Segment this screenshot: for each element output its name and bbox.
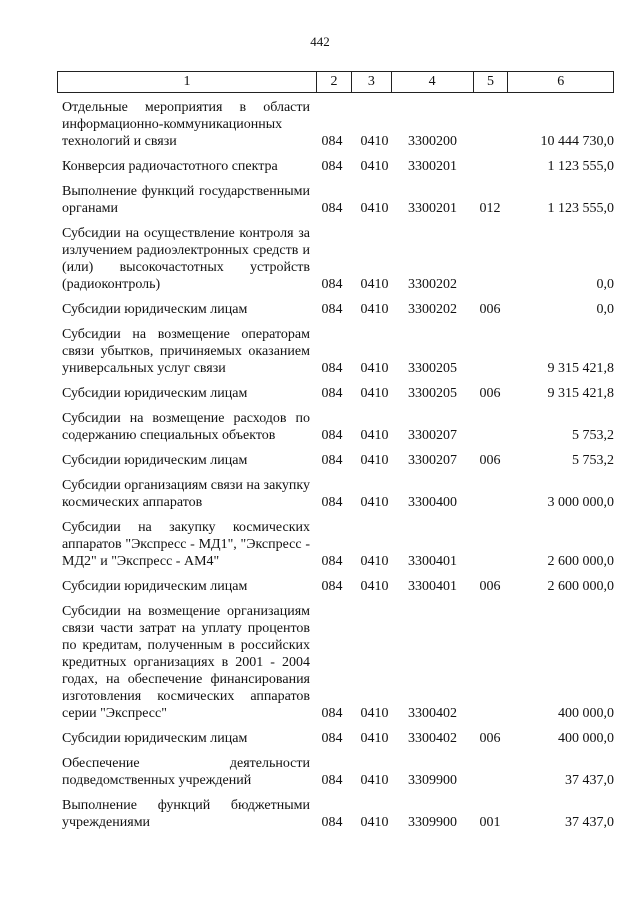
row-name: Конверсия радиочастотного спектра [62,159,278,174]
row-chapter: 084 [321,134,343,149]
table-row [62,477,614,511]
row-name: Субсидии юридическим лицам [62,302,248,317]
row-amount: 10 444 730,0 [540,134,614,149]
table-row [62,410,614,444]
row-section: 0410 [360,706,389,721]
table-row [62,797,614,831]
row-target-code: 3300401 [408,579,457,594]
table-header [57,71,614,93]
row-expense-type: 006 [479,579,501,594]
row-chapter: 084 [321,706,343,721]
row-name: Субсидии на возмещение расходов по содержанию специальных объектов [62,411,310,443]
row-name: Отдельные мероприятия в области информационно-коммуникационных технологий и связи [62,100,310,149]
row-chapter: 084 [321,554,343,569]
row-chapter: 084 [321,159,343,174]
row-target-code: 3309900 [408,773,457,788]
row-target-code: 3300202 [408,302,457,317]
row-section: 0410 [360,579,389,594]
row-target-code: 3300201 [408,201,457,216]
row-section: 0410 [360,428,389,443]
row-section: 0410 [360,277,389,292]
row-name: Выполнение функций бюджетными учреждениями [62,798,310,830]
row-target-code: 3300201 [408,159,457,174]
row-amount: 2 600 000,0 [547,579,614,594]
row-amount: 1 123 555,0 [547,201,614,216]
table-body [62,99,614,839]
row-chapter: 084 [321,386,343,401]
row-amount: 3 000 000,0 [547,495,614,510]
table-row [62,158,614,175]
table-row [62,99,614,150]
row-chapter: 084 [321,815,343,830]
row-section: 0410 [360,495,389,510]
row-expense-type: 001 [479,815,501,830]
table-row [62,603,614,722]
header-col-6: 6 [557,74,565,89]
row-section: 0410 [360,302,389,317]
row-section: 0410 [360,201,389,216]
header-col-5: 5 [474,72,509,92]
header-col-1: 1 [58,72,317,92]
row-amount: 37 437,0 [565,815,614,830]
row-amount: 0,0 [596,277,614,292]
table-row [62,730,614,747]
row-amount: 37 437,0 [565,773,614,788]
row-chapter: 084 [321,361,343,376]
row-target-code: 3300205 [408,386,457,401]
row-target-code: 3300205 [408,361,457,376]
page-number: 442 [310,34,330,49]
row-amount: 400 000,0 [558,706,614,721]
row-amount: 9 315 421,8 [547,361,614,376]
table-row [62,326,614,377]
table-row [62,183,614,217]
row-target-code: 3300401 [408,554,457,569]
row-name: Субсидии организациям связи на закупку космических аппаратов [62,478,310,510]
header-col-3: 3 [352,72,392,92]
row-section: 0410 [360,773,389,788]
row-target-code: 3300202 [408,277,457,292]
row-amount: 9 315 421,8 [547,386,614,401]
table-row [62,519,614,570]
row-amount: 400 000,0 [558,731,614,746]
row-target-code: 3300400 [408,495,457,510]
row-target-code: 3300207 [408,453,457,468]
row-amount: 5 753,2 [572,428,614,443]
row-amount: 5 753,2 [572,453,614,468]
header-col-2: 2 [317,72,352,92]
row-expense-type: 006 [479,453,501,468]
row-section: 0410 [360,159,389,174]
row-name: Субсидии юридическим лицам [62,579,248,594]
row-section: 0410 [360,731,389,746]
row-target-code: 3300402 [408,706,457,721]
row-chapter: 084 [321,428,343,443]
row-section: 0410 [360,453,389,468]
row-chapter: 084 [321,453,343,468]
row-amount: 2 600 000,0 [547,554,614,569]
row-name: Субсидии юридическим лицам [62,731,248,746]
row-chapter: 084 [321,731,343,746]
row-chapter: 084 [321,277,343,292]
table-row [62,225,614,293]
table-row [62,301,614,318]
row-expense-type: 006 [479,386,501,401]
row-name: Субсидии юридическим лицам [62,386,248,401]
row-chapter: 084 [321,495,343,510]
row-name: Субсидии на закупку космических аппаратов "Экспресс - МД1", "Экспресс - МД2" и "Экспресс - АМ4" [62,520,310,569]
row-expense-type: 006 [479,302,501,317]
row-amount: 0,0 [596,302,614,317]
row-target-code: 3300402 [408,731,457,746]
header-col-4: 4 [392,72,474,92]
table-row [62,385,614,402]
row-chapter: 084 [321,773,343,788]
row-name: Субсидии на возмещение организациям связи части затрат на уплату процентов по кредитам, полученным в российских кредитных организациях в 2001 - 2004 годах, на обеспечение финансирования изготовления космических аппаратов серии "Экспресс" [62,604,310,721]
row-chapter: 084 [321,201,343,216]
row-name: Субсидии на осуществление контроля за излучением радиоэлектронных средств и (или) высокочастотных устройств (радиоконтроль) [62,226,310,292]
row-amount: 1 123 555,0 [547,159,614,174]
row-section: 0410 [360,554,389,569]
row-target-code: 3300207 [408,428,457,443]
row-name: Выполнение функций государственными органами [62,184,310,216]
table-row [62,578,614,595]
row-section: 0410 [360,361,389,376]
row-expense-type: 006 [479,731,501,746]
row-section: 0410 [360,815,389,830]
row-name: Субсидии на возмещение операторам связи убытков, причиняемых оказанием универсальных услуг связи [62,327,310,376]
row-target-code: 3300200 [408,134,457,149]
row-chapter: 084 [321,579,343,594]
row-section: 0410 [360,386,389,401]
row-target-code: 3309900 [408,815,457,830]
row-chapter: 084 [321,302,343,317]
row-expense-type: 012 [479,201,501,216]
table-row [62,755,614,789]
table-row [62,452,614,469]
row-name: Субсидии юридическим лицам [62,453,248,468]
row-name: Обеспечение деятельности подведомственных учреждений [62,756,310,788]
row-section: 0410 [360,134,389,149]
